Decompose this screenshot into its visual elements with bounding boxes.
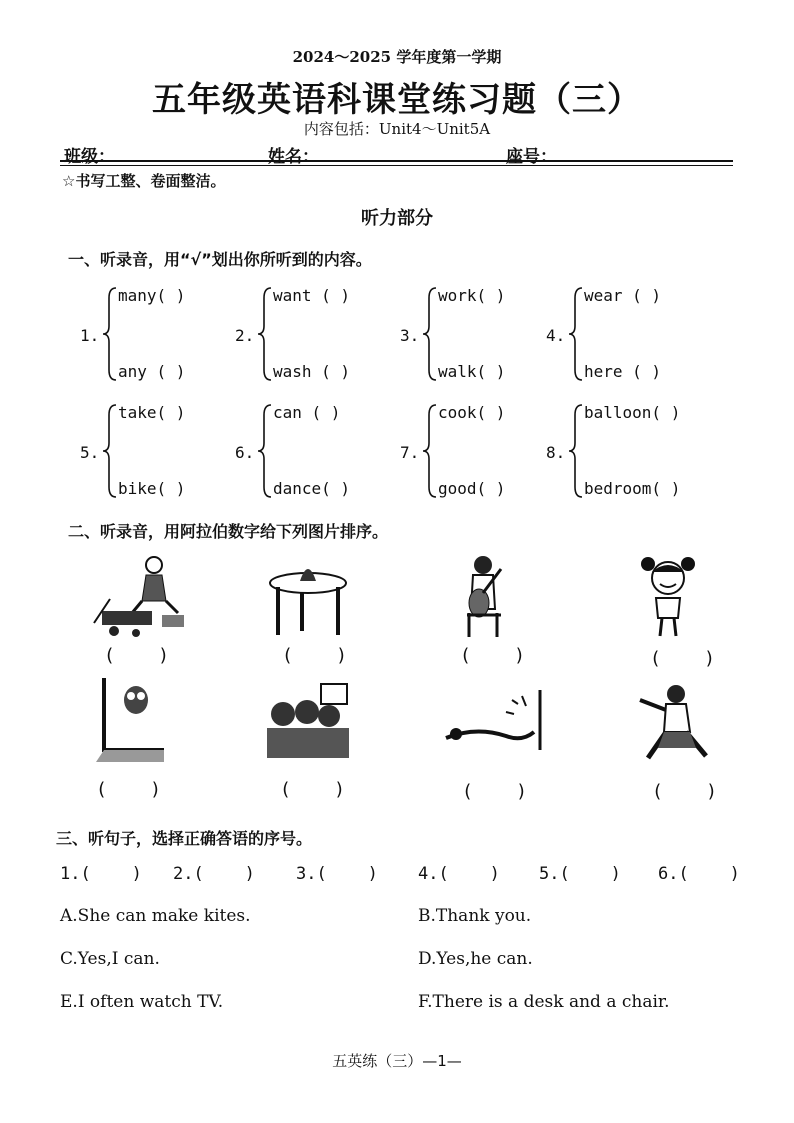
girl-kung-fu-picture <box>636 682 714 764</box>
answer-blank[interactable]: 6.( ) <box>658 864 740 884</box>
brace-icon <box>257 286 273 382</box>
class-field-label: 班级： <box>64 147 115 167</box>
word-choice[interactable]: cook( ) <box>438 403 506 422</box>
answer-option: B.Thank you. <box>418 906 532 926</box>
word-choice[interactable]: work( ) <box>438 286 506 305</box>
word-choice[interactable]: many( ) <box>118 286 186 305</box>
word-choice[interactable]: want ( ) <box>273 286 351 305</box>
choice-number: 4. <box>546 326 566 345</box>
brace-icon <box>422 286 438 382</box>
choice-number: 5. <box>80 443 100 462</box>
girl-smiling-picture <box>640 554 696 638</box>
table-with-bag-picture <box>268 555 348 637</box>
choice-number: 6. <box>235 443 255 462</box>
header-rule <box>60 160 733 162</box>
word-choice[interactable]: take( ) <box>118 403 186 422</box>
picture-order-blank[interactable]: ( ) <box>280 779 346 800</box>
part3-heading: 三、听句子，选择正确答语的序号。 <box>56 829 313 848</box>
page-footer: 五英练（三）—1— <box>332 1052 462 1070</box>
choice-number: 8. <box>546 443 566 462</box>
picture-order-blank[interactable]: ( ) <box>282 645 348 666</box>
listening-section-title: 听力部分 <box>361 208 433 229</box>
seat-field-label: 座号： <box>506 147 557 167</box>
man-repairing-picture <box>92 553 192 641</box>
header-rule-thin <box>60 165 733 166</box>
answer-blank[interactable]: 3.( ) <box>296 864 378 884</box>
word-choice[interactable]: bedroom( ) <box>584 479 681 498</box>
answer-option: A.She can make kites. <box>60 906 251 926</box>
answer-blank[interactable]: 5.( ) <box>539 864 621 884</box>
brace-icon <box>257 403 273 499</box>
choice-number: 2. <box>235 326 255 345</box>
brace-icon <box>422 403 438 499</box>
owl-on-wall-picture <box>96 678 166 762</box>
name-field-label: 姓名： <box>268 147 319 167</box>
word-choice[interactable]: good( ) <box>438 479 506 498</box>
picture-order-blank[interactable]: ( ) <box>460 645 526 666</box>
picture-order-blank[interactable]: ( ) <box>652 781 718 802</box>
part1-heading: 一、听录音，用“√”划出你所听到的内容。 <box>68 250 372 269</box>
word-choice[interactable]: can ( ) <box>273 403 341 422</box>
word-choice[interactable]: dance( ) <box>273 479 351 498</box>
choice-number: 3. <box>400 326 420 345</box>
word-choice[interactable]: balloon( ) <box>584 403 681 422</box>
brace-icon <box>568 403 584 499</box>
choice-number: 7. <box>400 443 420 462</box>
word-choice[interactable]: walk( ) <box>438 362 506 381</box>
girl-playing-pipa-picture <box>455 553 515 639</box>
brace-icon <box>568 286 584 382</box>
answer-option: C.Yes,I can. <box>60 949 160 969</box>
school-year: 2024～2025 学年度第一学期 <box>292 48 502 66</box>
word-choice[interactable]: wear ( ) <box>584 286 662 305</box>
boy-swimming-picture <box>436 690 544 752</box>
choice-number: 1. <box>80 326 100 345</box>
page-title: 五年级英语科课堂练习题（三） <box>152 80 642 120</box>
picture-order-blank[interactable]: ( ) <box>104 645 170 666</box>
word-choice[interactable]: any ( ) <box>118 362 186 381</box>
word-choice[interactable]: wash ( ) <box>273 362 351 381</box>
part2-heading: 二、听录音，用阿拉伯数字给下列图片排序。 <box>68 522 389 541</box>
answer-blank[interactable]: 1.( ) <box>60 864 142 884</box>
word-choice[interactable]: here ( ) <box>584 362 662 381</box>
word-choice[interactable]: bike( ) <box>118 479 186 498</box>
answer-option: D.Yes,he can. <box>418 949 533 969</box>
picture-order-blank[interactable]: ( ) <box>650 648 716 669</box>
answer-option: F.There is a desk and a chair. <box>418 992 670 1012</box>
picture-order-blank[interactable]: ( ) <box>462 781 528 802</box>
answer-blank[interactable]: 2.( ) <box>173 864 255 884</box>
brace-icon <box>102 286 118 382</box>
answer-option: E.I often watch TV. <box>60 992 224 1012</box>
writing-note: ☆书写工整、卷面整洁。 <box>62 172 226 190</box>
kids-watching-tv-picture <box>263 682 353 762</box>
content-range: 内容包括：Unit4～Unit5A <box>303 120 491 138</box>
answer-blank[interactable]: 4.( ) <box>418 864 500 884</box>
picture-order-blank[interactable]: ( ) <box>96 779 162 800</box>
brace-icon <box>102 403 118 499</box>
